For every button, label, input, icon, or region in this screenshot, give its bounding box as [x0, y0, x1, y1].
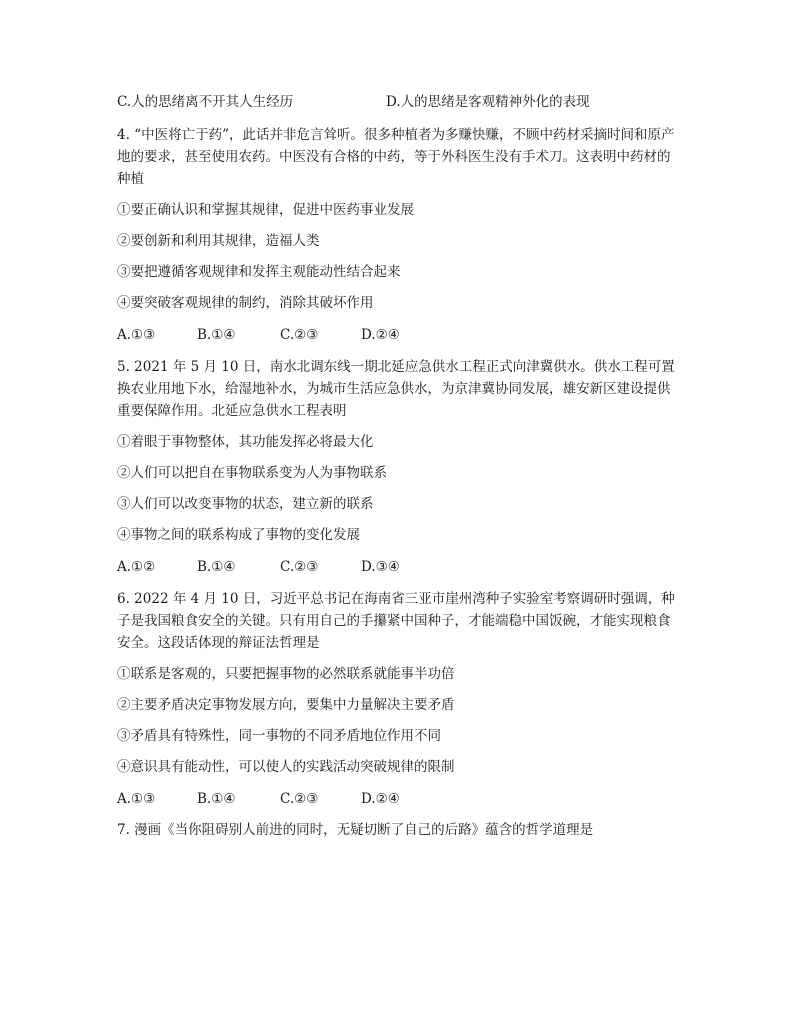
- q5-stem: 5. 2021 年 5 月 10 日，南水北调东线一期北延应急供水工程正式向津冀供水。供水工程可置换农业用地下水，给湿地补水，为城市生活应急供水，为京津冀协同发展，雄安新区建设提供重要保障作用。北延应急供水工程表明: [117, 359, 675, 419]
- q5-choice-d: D.③④: [361, 559, 400, 575]
- q5-item-3: ③人们可以改变事物的状态，建立新的联系: [117, 496, 374, 512]
- q5-choices: [117, 559, 517, 575]
- q5-choice-a: A.①②: [117, 559, 156, 575]
- q4-item-1: ①要正确认识和掌握其规律，促进中医药事业发展: [117, 202, 414, 218]
- q6-choice-a: A.①③: [117, 791, 156, 807]
- q4-choice-c: C.②③: [280, 327, 319, 343]
- q5-item-4: ④事物之间的联系构成了事物的变化发展: [117, 527, 360, 543]
- q4-item-4: ④要突破客观规律的制约，消除其破坏作用: [117, 295, 374, 311]
- q5-choice-b: B.①④: [197, 559, 236, 575]
- q6-choice-d: D.②④: [361, 791, 400, 807]
- q3-option-c: C.人的思绪离不开其人生经历: [117, 94, 294, 110]
- q6-item-4: ④意识具有能动性，可以使人的实践活动突破规律的限制: [117, 759, 455, 775]
- q6-item-3: ③矛盾具有特殊性，同一事物的不同矛盾地位作用不同: [117, 728, 441, 744]
- q7-stem: 7. 漫画《当你阻碍别人前进的同时，无疑切断了自己的后路》蕴含的哲学道理是: [117, 822, 594, 838]
- q6-stem: 6. 2022 年 4 月 10 日，习近平总书记在海南省三亚市崖州湾种子实验室考察调研时强调，种子是我国粮食安全的关键。只有用自己的手攥紧中国种子，才能端稳中国饭碗，才能实现粮食安全。这段话体现的辩证法哲理是: [117, 591, 675, 651]
- q3-option-d: D.人的思绪是客观精神外化的表现: [386, 94, 590, 110]
- q5-choice-c: C.②③: [280, 559, 319, 575]
- q4-choice-a: A.①③: [117, 327, 156, 343]
- q4-choices: [117, 327, 517, 343]
- q4-item-2: ②要创新和利用其规律，造福人类: [117, 233, 320, 249]
- q4-stem: 4. “中医将亡于药”，此话并非危言耸听。很多种植者为多赚快赚，不顾中药材采摘时间和原产地的要求，甚至使用农药。中医没有合格的中药，等于外科医生没有手术刀。这表明中药材的种植: [117, 127, 675, 187]
- q4-choice-d: D.②④: [361, 327, 400, 343]
- q4-item-3: ③要把遵循客观规律和发挥主观能动性结合起来: [117, 264, 401, 280]
- q6-item-2: ②主要矛盾决定事物发展方向，要集中力量解决主要矛盾: [117, 697, 455, 713]
- q6-choice-c: C.②③: [280, 791, 319, 807]
- q5-item-1: ①着眼于事物整体，其功能发挥必将最大化: [117, 434, 374, 450]
- q6-item-1: ①联系是客观的，只要把握事物的必然联系就能事半功倍: [117, 666, 455, 682]
- q4-choice-b: B.①④: [197, 327, 236, 343]
- q6-choices: [117, 791, 517, 807]
- q6-choice-b: B.①④: [197, 791, 236, 807]
- q5-item-2: ②人们可以把自在事物联系变为人为事物联系: [117, 465, 387, 481]
